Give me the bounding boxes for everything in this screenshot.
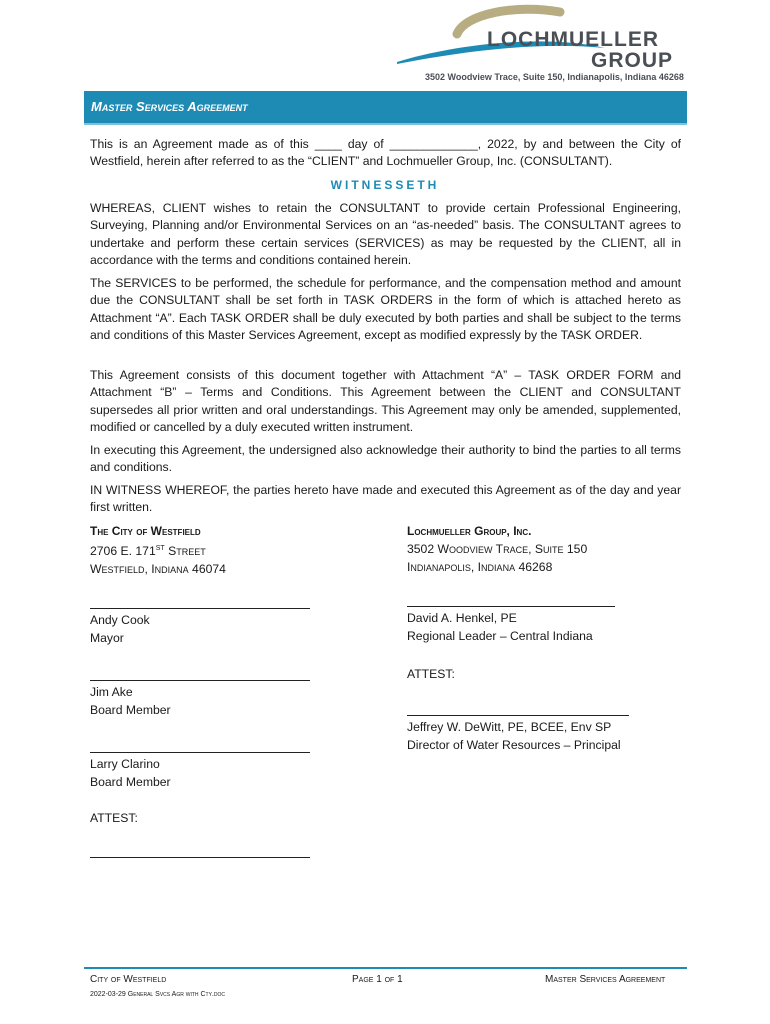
logo-address: 3502 Woodview Trace, Suite 150, Indianapolis, Indiana 46268: [425, 72, 684, 82]
paragraph-in-witness: IN WITNESS WHEREOF, the parties hereto have made and executed this Agreement as of the day and year first written.: [90, 483, 681, 515]
signature-line[interactable]: [90, 857, 310, 858]
footer-page-number: Page 1 of 1: [352, 974, 403, 985]
signer-name: Larry Clarino: [90, 757, 160, 772]
consultant-address-line2: Indianapolis, Indiana 46268: [407, 560, 553, 574]
client-signature-block: [90, 522, 310, 860]
attest-label: ATTEST:: [90, 811, 138, 826]
footer-rule: [84, 967, 687, 969]
footer-filename: 2022-03-29 General Svcs Agr with Cty.doc: [90, 991, 225, 998]
signer-title: Mayor: [90, 631, 124, 646]
witnesseth-heading: WITNESSETH: [330, 178, 440, 192]
signature-line[interactable]: [407, 715, 629, 716]
signature-line[interactable]: [90, 608, 310, 609]
signer-title: Board Member: [90, 703, 171, 718]
footer-left: City of Westfield: [90, 974, 167, 985]
logo-name-line2: GROUP: [591, 49, 674, 72]
signer-title: Board Member: [90, 775, 171, 790]
signer-name: Jim Ake: [90, 685, 133, 700]
signature-line[interactable]: [90, 680, 310, 681]
logo-name-line1: LOCHMUELLER: [487, 28, 659, 51]
signature-line[interactable]: [407, 606, 615, 607]
signer-name: David A. Henkel, PE: [407, 611, 517, 625]
signer-title: Director of Water Resources – Principal: [407, 738, 621, 752]
paragraph-consists: This Agreement consists of this document together with Attachment “A” – TASK ORDER FORM and Attachment “B” – Terms and Conditions. This Agreement between the CLIENT and CONSULTANT supersedes all prior written and oral understandings. This Agreement may only be amended, supplemented, modified or cancelled by a duly executed written instrument.: [90, 368, 681, 435]
client-address-line1: 2706 E. 171ST Street: [90, 544, 206, 559]
company-logo: [395, 4, 695, 84]
consultant-name: Lochmueller Group, Inc.: [407, 524, 532, 538]
paragraph-whereas: WHEREAS, CLIENT wishes to retain the CONSULTANT to provide certain Professional Engineering, Surveying, Planning and/or Environmental Services on an “as-needed” basis. The CONSULTANT agrees to undertake and perform these certain services (SERVICES) as may be requested by the CLIENT, all in accordance with the terms and conditions contained herein.: [90, 201, 681, 268]
client-address-line2: Westfield, Indiana 46074: [90, 562, 226, 577]
consultant-signature-block: [407, 522, 629, 754]
title-bar: [84, 91, 687, 125]
attest-label: ATTEST:: [407, 667, 455, 681]
client-name: The City of Westfield: [90, 524, 201, 538]
paragraph-services: The SERVICES to be performed, the schedule for performance, and the compensation method and amount due the CONSULTANT shall be set forth in TASK ORDERS in the form of which is attached hereto as Attachment “A”. Each TASK ORDER shall be duly executed by both parties and shall be subject to the terms and conditions of this Master Services Agreement, except as modified expressly by the TASK ORDER.: [90, 276, 681, 343]
paragraph-executing: In executing this Agreement, the undersigned also acknowledge their authority to bind the parties to all terms and conditions.: [90, 443, 681, 475]
footer-right: Master Services Agreement: [545, 974, 666, 985]
signer-name: Jeffrey W. DeWitt, PE, BCEE, Env SP: [407, 720, 612, 734]
document-title: Master Services Agreement: [91, 99, 248, 114]
consultant-address-line1: 3502 Woodview Trace, Suite 150: [407, 542, 588, 556]
signature-line[interactable]: [90, 752, 310, 753]
intro-paragraph: This is an Agreement made as of this ____ day of _____________, 2022, by and between the City of Westfield, herein after referred to as the “CLIENT” and Lochmueller Group, Inc. (CONSULTANT).: [90, 137, 681, 169]
signer-name: Andy Cook: [90, 613, 150, 628]
signer-title: Regional Leader – Central Indiana: [407, 629, 593, 643]
